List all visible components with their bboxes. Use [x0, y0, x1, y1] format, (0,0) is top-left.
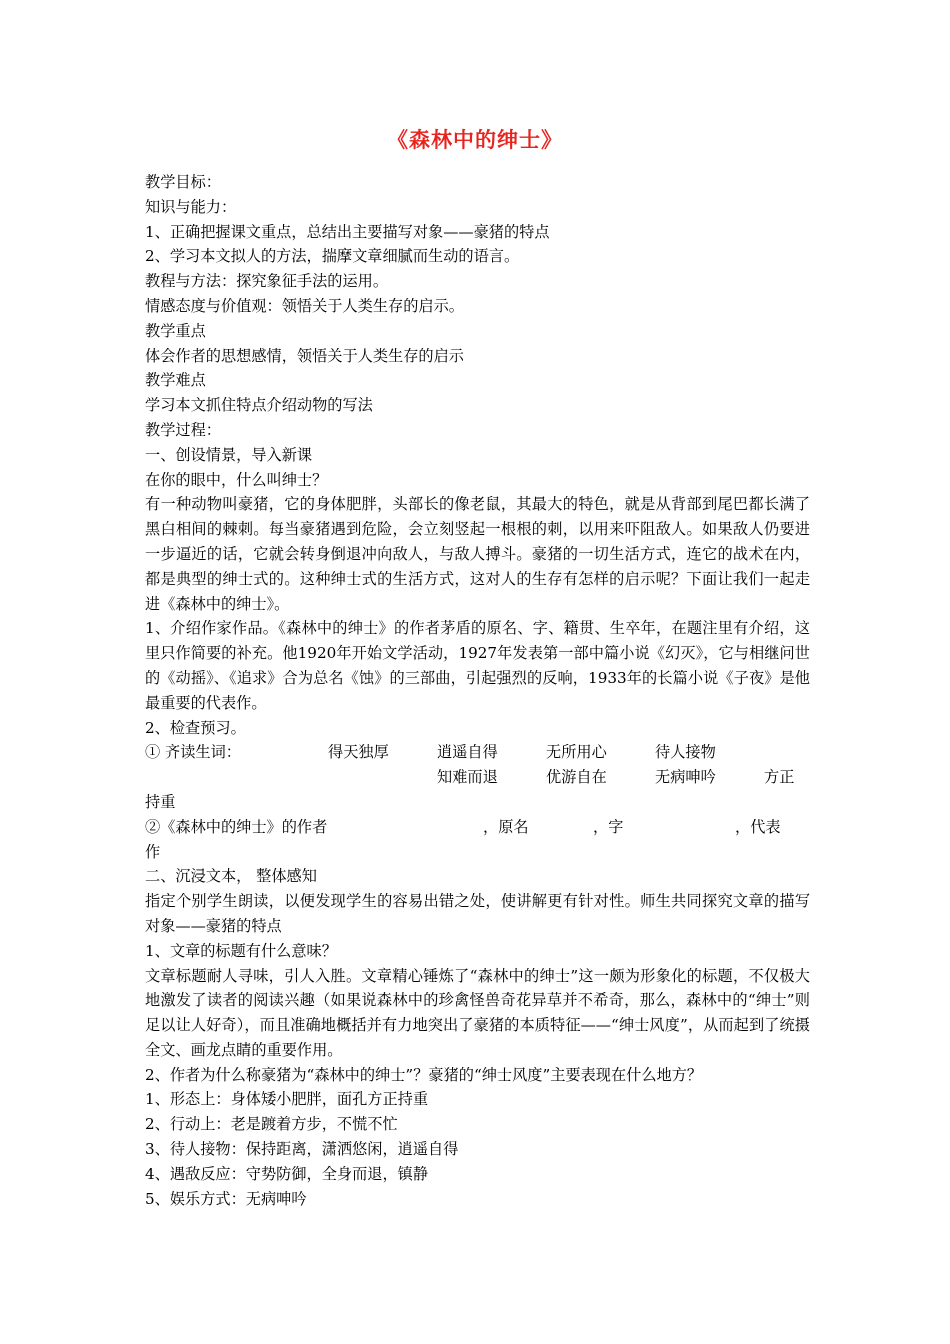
line-question-gentleman: 在你的眼中，什么叫绅士？	[145, 470, 328, 489]
vocab-word: 无所用心	[546, 743, 607, 762]
vocab-word-continued: 持重	[145, 792, 176, 811]
fill-blank-masterpiece: ，代表	[735, 817, 781, 836]
point-entertainment: 5、娱乐方式：无病呻吟	[145, 1189, 307, 1208]
point-enemy-reaction: 4、遇敌反应：守势防御，全身而退，镇静	[145, 1164, 429, 1183]
question-title-meaning: 1、文章的标题有什么意味？	[145, 941, 337, 960]
fill-blank-row	[145, 815, 810, 840]
heading-key-point: 教学重点	[145, 321, 206, 340]
paragraph-title-analysis: 文章标题耐人寻味，引人入胜。文章精心锤炼了“森林中的绅士”这一颇为形象化的标题，不仅极大地激发了读者的阅读兴趣（如果说森林中的珍禽怪兽奇花异草并不希奇，那么，森林中的“绅士”则足以让人好奇），而且准确地概括并有力地突出了豪猪的本质特征——“绅士风度”，从而起到了统摄全文、画龙点睛的重要作用。	[145, 966, 810, 1059]
line-method: 教程与方法：探究象征手法的运用。	[145, 272, 388, 291]
fill-blank-continued: 作	[145, 842, 161, 861]
line-key-point: 体会作者的思想感情，领悟关于人类生存的启示	[145, 346, 464, 365]
line-knowledge-ability: 知识与能力：	[145, 197, 237, 216]
document-title: 《森林中的绅士》	[387, 128, 563, 152]
fill-blank-author: ②《森林中的绅士》的作者	[145, 817, 328, 836]
vocab-row-2	[145, 765, 810, 790]
vocab-word: 方正	[764, 768, 795, 787]
heading-difficulty: 教学难点	[145, 371, 206, 390]
vocab-label: ① 齐读生词：	[145, 743, 241, 762]
paragraph-reading-instruction: 指定个别学生朗读，以便发现学生的容易出错之处，使讲解更有针对性。师生共同探究文章的描写对象——豪猪的特点	[145, 892, 810, 935]
vocab-word: 得天独厚	[328, 743, 389, 762]
vocab-row-1	[145, 740, 810, 765]
line-attitude: 情感态度与价值观：领悟关于人类生存的启示。	[145, 296, 464, 315]
vocab-word: 知难而退	[437, 768, 498, 787]
line-goal-2: 2、学习本文拟人的方法，揣摩文章细腻而生动的语言。	[145, 247, 520, 266]
section-2-heading: 二、沉浸文本， 整体感知	[145, 867, 317, 886]
line-check-preview: 2、检查预习。	[145, 718, 246, 737]
line-teaching-goals: 教学目标：	[145, 173, 221, 191]
section-1-heading: 一、创设情景，导入新课	[145, 445, 313, 464]
fill-blank-original-name: ，原名	[483, 817, 529, 836]
line-difficulty: 学习本文抓住特点介绍动物的写法	[145, 396, 373, 415]
point-appearance: 1、形态上：身体矮小肥胖，面孔方正持重	[145, 1090, 429, 1109]
vocab-word: 无病呻吟	[655, 768, 716, 787]
document-body	[145, 170, 810, 1211]
vocab-word: 待人接物	[655, 743, 716, 762]
fill-blank-courtesy-name: ，字	[593, 817, 624, 836]
vocab-word: 逍遥自得	[437, 743, 498, 762]
question-gentleman-manner: 2、作者为什么称豪猪为“森林中的绅士”？豪猪的“绅士风度”主要表现在什么地方？	[145, 1065, 703, 1084]
point-action: 2、行动上：老是踱着方步，不慌不忙	[145, 1115, 398, 1134]
point-manners: 3、待人接物：保持距离，潇洒悠闲，逍遥自得	[145, 1140, 459, 1159]
heading-process: 教学过程：	[145, 420, 221, 439]
line-goal-1: 1、正确把握课文重点，总结出主要描写对象——豪猪的特点	[145, 222, 550, 241]
paragraph-author-intro: 1、介绍作家作品。《森林中的绅士》的作者茅盾的原名、字、籍贯、生卒年，在题注里有介绍，这里只作简要的补充。他1920年开始文学活动，1927年发表第一部中篇小说《幻灭》，它与相继问世的《动摇》、《追求》合为总名《蚀》的三部曲，引起强烈的反响，1933年的长篇小说《子夜》是他最重要的代表作。	[145, 619, 810, 712]
vocab-word: 优游自在	[546, 768, 607, 787]
paragraph-porcupine-intro: 有一种动物叫豪猪，它的身体肥胖，头部长的像老鼠，其最大的特色，就是从背部到尾巴都长满了黑白相间的棘刺。每当豪猪遇到危险，会立刻竖起一根根的刺，以用来吓阻敌人。如果敌人仍要进一步逼近的话，它就会转身倒退冲向敌人，与敌人搏斗。豪猪的一切生活方式，连它的战术在内，都是典型的绅士式的。这种绅士式的生活方式，这对人的生存有怎样的启示呢？下面让我们一起走进《森林中的绅士》。	[145, 495, 810, 613]
